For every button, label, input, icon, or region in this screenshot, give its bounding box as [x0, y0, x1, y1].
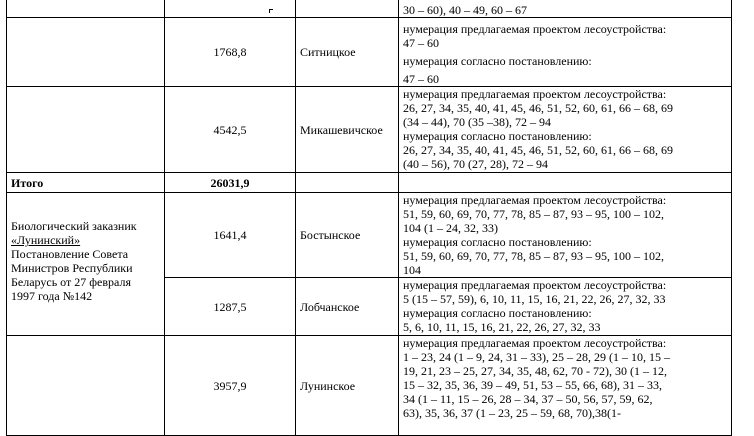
table-row-total [7, 173, 732, 193]
numbering-line: 1 – 23, 24 (1 – 9, 24, 31 – 33), 25 – 28, 29 (1 – 10, 15 – [403, 350, 670, 364]
numbering-line: 51, 59, 60, 69, 70, 77, 78, 85 – 87, 93 – 95, 100 – 102, [403, 207, 664, 221]
numbering-note: 30 – 60), 40 – 49, 60 – 67 [403, 3, 527, 17]
district-name: Ситницкое [296, 18, 399, 87]
area-value: 1287,5 [165, 278, 296, 336]
area-value: 4542,5 [165, 87, 296, 173]
numbering-line: (34 – 44), 70 (35 –38), 72 – 94 [403, 115, 551, 129]
district-name: Лобчанское [296, 278, 399, 336]
numbering-line: 5 (15 – 57, 59), 6, 10, 11, 15, 16, 21, 22, 26, 27, 32, 33 [403, 292, 666, 306]
district-name: Микашевичское [296, 87, 399, 173]
numbering-line: 34 (1 – 11, 15 – 26, 28 – 34, 37 – 50, 56, 57, 59, 62, [403, 392, 653, 406]
numbering-line: нумерация предлагаемая проектом лесоустройства: [403, 278, 667, 292]
area-value: 1768,8 [165, 18, 296, 87]
table-row-mikashevichskoe [7, 87, 732, 173]
numbering-line: 104 [403, 263, 421, 277]
table-row [7, 0, 732, 18]
total-value: 26031,9 [165, 173, 296, 193]
numbering-line: 104 (1 – 24, 32, 33) [403, 221, 498, 235]
numbering-line: нумерация согласно постановлению: [403, 235, 592, 249]
numbering-line: нумерация согласно постановлению: [403, 306, 592, 320]
numbering-line: нумерация предлагаемая проектом лесоустройства: [403, 22, 667, 36]
numbering-line: нумерация согласно постановлению: [403, 54, 592, 68]
numbering-line: 51, 59, 60, 69, 70, 77, 78, 85 – 87, 93 – 95, 100 – 102, [403, 249, 664, 263]
reserve-description [7, 193, 165, 336]
total-label: Итого [7, 173, 165, 193]
table-row-bostynskoe [7, 193, 732, 278]
numbering-line: 19, 21, 23 – 25, 27, 34, 35, 48, 62, 70 - 72), 30 (1 – 12, [403, 364, 667, 378]
numbering-line: 63), 35, 36, 37 (1 – 23, 25 – 59, 68, 70),38(1- [403, 406, 621, 420]
district-name: Бостынское [296, 193, 399, 278]
area-value: 1641,4 [165, 193, 296, 278]
numbering-line: нумерация предлагаемая проектом лесоустройства: [403, 193, 667, 207]
reserve-name: «Лунинский» [11, 233, 81, 247]
reserve-line: 1997 года №142 [11, 289, 93, 303]
area-value: 3957,9 [165, 336, 296, 436]
table-row-sitnitskoe [7, 18, 732, 87]
numbering-line: нумерация предлагаемая проектом лесоустройства: [403, 87, 667, 101]
district-name: Лунинское [296, 336, 399, 436]
numbering-line: 15 – 32, 35, 36, 39 – 49, 51, 53 – 55, 66, 68), 31 – 33, [403, 378, 662, 392]
numbering-line: 5, 6, 10, 11, 15, 16, 21, 22, 26, 27, 32, 33 [403, 320, 601, 334]
reserve-line: Беларусь от 27 февраля [11, 275, 131, 289]
reserve-line: Министров Республики [11, 261, 133, 275]
numbering-line: нумерация согласно постановлению: [403, 129, 592, 143]
forest-districts-table [6, 0, 732, 436]
reserve-line: Биологический заказник [11, 219, 137, 233]
numbering-line: 47 – 60 [403, 36, 439, 50]
reserve-line: Постановление Совета [11, 247, 129, 261]
numbering-line: 26, 27, 34, 35, 40, 41, 45, 46, 51, 52, 60, 61, 66 – 68, 69 [403, 143, 673, 157]
numbering-line: нумерация предлагаемая проектом лесоустройства: [403, 336, 667, 350]
numbering-line: 47 – 60 [403, 72, 439, 86]
numbering-line: 26, 27, 34, 35, 40, 41, 45, 46, 51, 52, 60, 61, 66 – 68, 69 [403, 101, 673, 115]
numbering-line: (40 – 56), 70 (27, 28), 72 – 94 [403, 157, 548, 171]
table-row-luninskoe [7, 336, 732, 436]
